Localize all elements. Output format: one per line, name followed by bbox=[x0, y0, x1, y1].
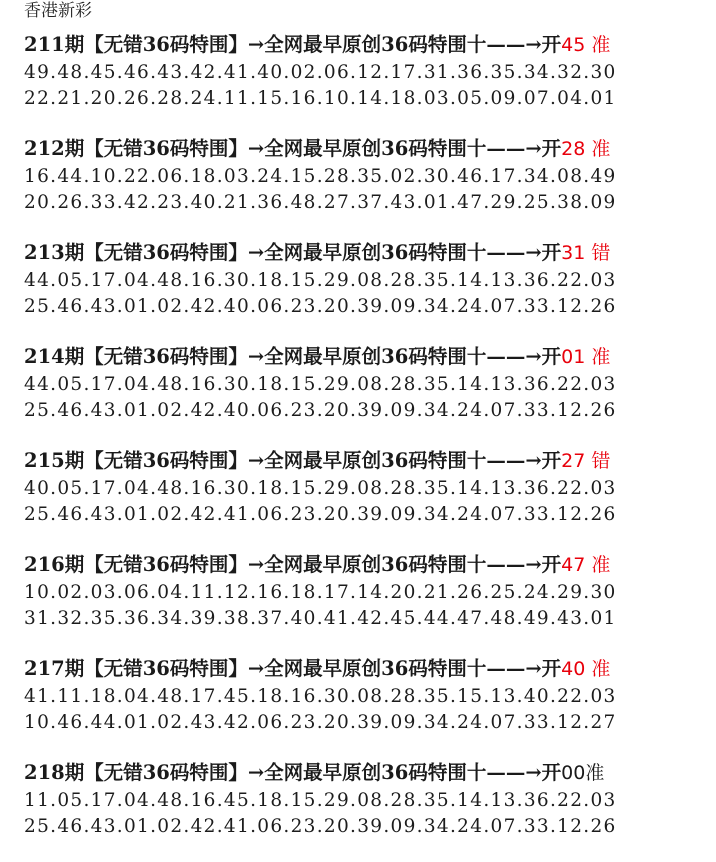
number-row-1: 40.05.17.04.48.16.30.18.15.29.08.28.35.14.13.36.22.03 bbox=[24, 478, 617, 499]
number-row-2: 10.46.44.01.02.43.42.06.23.20.39.09.34.24.07.33.12.27 bbox=[24, 712, 617, 733]
number-row-2: 22.21.20.26.28.24.11.15.16.10.14.18.03.05.09.07.04.01 bbox=[24, 88, 617, 109]
number-row-2: 25.46.43.01.02.42.40.06.23.20.39.09.34.24.07.33.12.26 bbox=[24, 296, 617, 317]
entry-heading: 214期【无错36码特围】→全网最早原创36码特围十——→开 bbox=[24, 345, 562, 368]
entry-header bbox=[24, 758, 704, 788]
entry-heading: 213期【无错36码特围】→全网最早原创36码特围十——→开 bbox=[24, 241, 562, 264]
entry-heading: 211期【无错36码特围】→全网最早原创36码特围十——→开 bbox=[24, 33, 562, 56]
number-row-1: 44.05.17.04.48.16.30.18.15.29.08.28.35.14.13.36.22.03 bbox=[24, 374, 617, 395]
entry-215 bbox=[24, 446, 704, 550]
entry-heading: 217期【无错36码特围】→全网最早原创36码特围十——→开 bbox=[24, 657, 562, 680]
number-row-2: 20.26.33.42.23.40.21.36.48.27.37.43.01.47.29.25.38.09 bbox=[24, 192, 617, 213]
entry-header bbox=[24, 134, 704, 164]
result-value: 27 错 bbox=[561, 450, 611, 472]
number-row-2: 25.46.43.01.02.42.41.06.23.20.39.09.34.24.07.33.12.26 bbox=[24, 816, 617, 837]
result-value: 28 准 bbox=[561, 138, 611, 160]
result-value: 47 准 bbox=[561, 554, 611, 576]
entry-212 bbox=[24, 134, 704, 238]
entry-213 bbox=[24, 238, 704, 342]
page-title: 香港新彩 bbox=[24, 1, 92, 21]
number-row-1: 44.05.17.04.48.16.30.18.15.29.08.28.35.14.13.36.22.03 bbox=[24, 270, 617, 291]
entry-header bbox=[24, 30, 704, 60]
entry-header bbox=[24, 550, 704, 580]
number-row-1: 10.02.03.06.04.11.12.16.18.17.14.20.21.26.25.24.29.30 bbox=[24, 582, 617, 603]
entry-header bbox=[24, 342, 704, 372]
entry-214 bbox=[24, 342, 704, 446]
entry-218 bbox=[24, 758, 704, 862]
result-value: 45 准 bbox=[561, 34, 611, 56]
entry-heading: 216期【无错36码特围】→全网最早原创36码特围十——→开 bbox=[24, 553, 562, 576]
number-row-1: 49.48.45.46.43.42.41.40.02.06.12.17.31.36.35.34.32.30 bbox=[24, 62, 617, 83]
entry-header bbox=[24, 446, 704, 476]
number-row-1: 16.44.10.22.06.18.03.24.15.28.35.02.30.46.17.34.08.49 bbox=[24, 166, 617, 187]
number-row-1: 41.11.18.04.48.17.45.18.16.30.08.28.35.15.13.40.22.03 bbox=[24, 686, 617, 707]
entry-heading: 212期【无错36码特围】→全网最早原创36码特围十——→开 bbox=[24, 137, 562, 160]
result-value: 31 错 bbox=[561, 242, 611, 264]
number-row-2: 25.46.43.01.02.42.40.06.23.20.39.09.34.24.07.33.12.26 bbox=[24, 400, 617, 421]
entry-header bbox=[24, 238, 704, 268]
result-value: 00准 bbox=[561, 762, 605, 784]
entry-216 bbox=[24, 550, 704, 654]
entry-217 bbox=[24, 654, 704, 758]
entry-heading: 215期【无错36码特围】→全网最早原创36码特围十——→开 bbox=[24, 449, 562, 472]
entry-list bbox=[24, 30, 704, 862]
result-value: 01 准 bbox=[561, 346, 611, 368]
number-row-2: 31.32.35.36.34.39.38.37.40.41.42.45.44.47.48.49.43.01 bbox=[24, 608, 617, 629]
entry-header bbox=[24, 654, 704, 684]
entry-211 bbox=[24, 30, 704, 134]
entry-heading: 218期【无错36码特围】→全网最早原创36码特围十——→开 bbox=[24, 761, 562, 784]
number-row-2: 25.46.43.01.02.42.41.06.23.20.39.09.34.24.07.33.12.26 bbox=[24, 504, 617, 525]
number-row-1: 11.05.17.04.48.16.45.18.15.29.08.28.35.14.13.36.22.03 bbox=[24, 790, 617, 811]
result-value: 40 准 bbox=[561, 658, 611, 680]
